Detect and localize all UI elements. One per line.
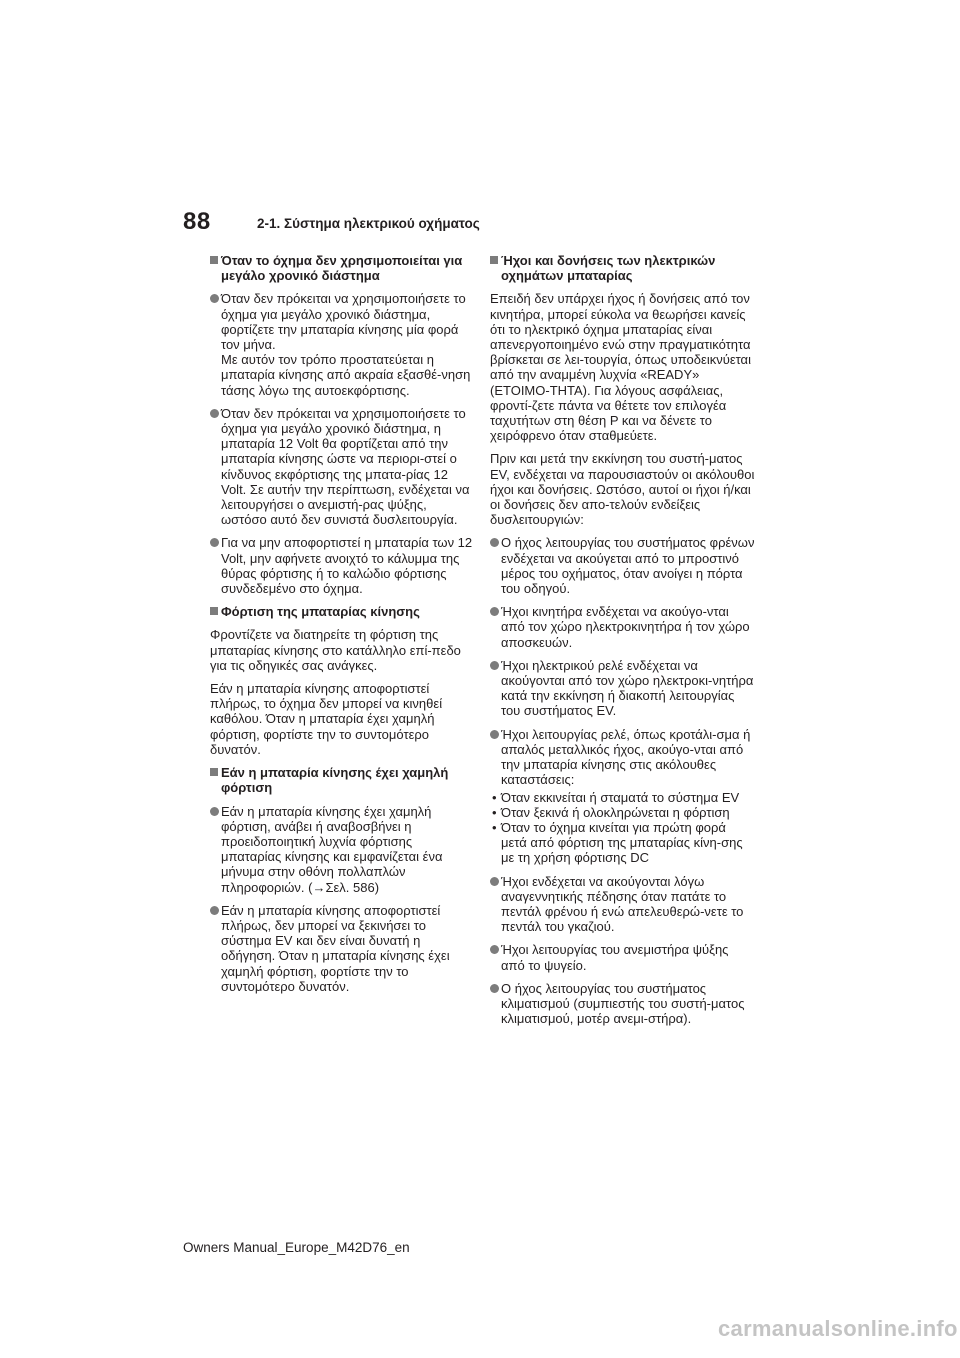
right-column <box>490 253 755 1034</box>
list-item <box>490 604 755 650</box>
heading-text: Ήχοι και δονήσεις των ηλεκτρικών οχημάτων μπαταρίας <box>501 253 716 284</box>
section-heading <box>210 765 475 795</box>
circle-bullet-icon <box>490 607 499 616</box>
section-heading <box>210 253 475 283</box>
item-text: Όταν δεν πρόκειται να χρησιμοποιήσετε το όχημα για μεγάλο χρονικό διάστημα, φορτίζετε την μπαταρία κίνησης μία φορά τον μήνα. <box>221 291 466 353</box>
paragraph: Φροντίζετε να διατηρείτε τη φόρτιση της μπαταρίας κίνησης στο κατάλληλο επί-πεδο για τις οδηγικές σας ανάγκες. <box>210 627 461 673</box>
item-text: Όταν δεν πρόκειται να χρησιμοποιήσετε το όχημα για μεγάλο χρονικό διάστημα, η μπαταρία 12 Volt θα φορτίζεται από την μπαταρία κίνησης ώστε να περιορι-στεί ο κίνδυνος εκφόρτισης της μπατα-ρίας 12 Volt. Σε αυτήν την περίπτωση, ενδέχεται να λειτουργήσει ο ανεμιστή-ρας ψύξης, ωστόσο αυτό δεν συνιστά δυσλειτουργία. <box>221 405 470 528</box>
circle-bullet-icon <box>210 807 219 816</box>
circle-bullet-icon <box>490 661 499 670</box>
item-text: Ήχοι ηλεκτρικού ρελέ ενδέχεται να ακούγονται από τον χώρο ηλεκτροκι-νητήρα κατά την εκκίνηση ή διακοπή λειτουργίας του συστήματος EV. <box>501 657 754 719</box>
circle-bullet-icon <box>210 294 219 303</box>
footer-manual-name: Owners Manual_Europe_M42D76_en <box>183 1240 410 1255</box>
sub-item-text: Όταν ξεκινά ή ολοκληρώνεται η φόρτιση <box>501 804 730 820</box>
item-text: Ήχοι κινητήρα ενδέχεται να ακούγο-νται από τον χώρο ηλεκτροκινητήρα ή τον χώρο αποσκευών. <box>501 604 750 650</box>
list-item <box>210 535 475 596</box>
sub-list <box>490 790 755 866</box>
item-text: Ο ήχος λειτουργίας του συστήματος κλιματισμού (συμπιεστής του συστή-ματος κλιματισμού, μοτέρ ανεμι-στήρα). <box>501 980 745 1027</box>
paragraph: Πριν και μετά την εκκίνηση του συστή-ματος EV, ενδέχεται να παρουσιαστούν οι ακόλουθοι ήχοι και δονήσεις. Ωστόσο, αυτοί οι ήχοι ή/και οι δονήσεις δεν απο-τελούν ενδείξεις δυσλειτουργιών: <box>490 451 755 528</box>
circle-bullet-icon <box>490 538 499 547</box>
item-text: Ήχοι λειτουργίας ρελέ, όπως κροτάλι-σμα ή απαλός μεταλλικός ήχος, ακούγο-νται από την μπαταρία κίνησης στις ακόλουθες καταστάσεις: <box>501 726 751 788</box>
item-note: Με αυτόν τον τρόπο προστατεύεται η μπαταρία κίνησης από ακραία εξασθέ-νηση τάσης λόγω της αυτοεκφόρτισης. <box>221 352 471 398</box>
paragraph: Επειδή δεν υπάρχει ήχος ή δονήσεις από τον κινητήρα, μπορεί εύκολα να θεωρήσει κανείς ότι το ηλεκτρικό όχημα μπαταρίας είναι απενεργοποιημένο ενώ στην πραγματικότητα βρίσκεται σε λει-τουργία, όπως υποδεικνύεται από την αναμμένη λυχνία «READY» (ΕΤΟΙΜΟ-ΤΗΤΑ). Για λόγους ασφάλειας, φροντί-ζετε πάντα να θέτετε τον επιλογέα ταχυτήτων στη θέση P και να δένετε το χειρόφρενο όταν σταθμεύετε. <box>490 291 751 444</box>
paragraph: Εάν η μπαταρία κίνησης αποφορτιστεί πλήρως, το όχημα δεν μπορεί να κινηθεί καθόλου. Όταν η μπαταρία έχει χαμηλή φόρτιση, φορτίστε την το συντομότερο δυνατόν. <box>210 681 443 757</box>
circle-bullet-icon <box>210 409 219 418</box>
dot-marker-icon: • <box>492 819 497 835</box>
circle-bullet-icon <box>490 877 499 886</box>
heading-text: Φόρτιση της μπαταρίας κίνησης <box>221 604 420 620</box>
item-text: Ο ήχος λειτουργίας του συστήματος φρένων ενδέχεται να ακούγεται από το μπροστινό μέρος του οχήματος, όταν ανοίγει η πόρτα του οδηγού. <box>501 535 755 597</box>
circle-bullet-icon <box>490 730 499 739</box>
list-item <box>210 406 475 528</box>
list-item <box>490 874 755 935</box>
heading-text: Εάν η μπαταρία κίνησης έχει χαμηλή φόρτιση <box>221 765 449 796</box>
circle-bullet-icon <box>490 945 499 954</box>
square-bullet-icon <box>210 607 218 615</box>
left-column <box>210 253 475 1002</box>
circle-bullet-icon <box>210 538 219 547</box>
page-number: 88 <box>183 208 211 235</box>
square-bullet-icon <box>210 256 218 264</box>
dot-marker-icon: • <box>492 804 497 820</box>
dot-marker-icon: • <box>492 789 497 805</box>
item-text: Για να μην αποφορτιστεί η μπαταρία των 12 Volt, μην αφήνετε ανοιχτό το κάλυμμα της θύρας φόρτισης ή το καλώδιο φόρτισης συνδεδεμένο στο όχημα. <box>221 535 473 597</box>
list-item <box>490 535 755 596</box>
list-item <box>210 804 475 895</box>
sub-item-text: Όταν εκκινείται ή σταματά το σύστημα EV <box>501 789 740 805</box>
heading-text: Όταν το όχημα δεν χρησιμοποιείται για μεγάλο χρονικό διάστημα <box>221 253 463 284</box>
sub-list-item <box>490 820 755 866</box>
circle-bullet-icon <box>210 906 219 915</box>
list-item <box>490 727 755 788</box>
list-item <box>490 981 755 1027</box>
item-text: Εάν η μπαταρία κίνησης αποφορτιστεί πλήρως, δεν μπορεί να ξεκινήσει το σύστημα EV και δεν είναι δυνατή η οδήγηση. Όταν η μπαταρία κίνησης έχει χαμηλή φόρτιση, φορτίστε την το συντομότερο δυνατόν. <box>221 902 450 994</box>
section-title: 2-1. Σύστημα ηλεκτρικού οχήματος <box>257 216 480 231</box>
list-item <box>490 942 755 972</box>
list-item <box>210 291 475 397</box>
section-heading <box>490 253 755 283</box>
item-text: Ήχοι λειτουργίας του ανεμιστήρα ψύξης από το ψυγείο. <box>501 942 729 973</box>
sub-item-text: Όταν το όχημα κινείται για πρώτη φορά μετά από φόρτιση της μπαταρίας κίνη-σης με τη χρήση φόρτισης DC <box>501 819 743 866</box>
square-bullet-icon <box>490 256 498 264</box>
watermark: carmanualsonline.info <box>718 1316 958 1341</box>
item-text: Εάν η μπαταρία κίνησης έχει χαμηλή φόρτιση, ανάβει ή αναβοσβήνει η προειδοποιητική λυχνία φόρτισης μπαταρίας κίνησης και εμφανίζεται ένα μήνυμα στην οθόνη πολλαπλών πληροφοριών. (→Σελ. 586) <box>221 803 443 895</box>
square-bullet-icon <box>210 768 218 776</box>
list-item <box>210 903 475 994</box>
sub-list-item <box>490 805 755 820</box>
circle-bullet-icon <box>490 984 499 993</box>
list-item <box>490 658 755 719</box>
item-text: Ήχοι ενδέχεται να ακούγονται λόγω αναγεννητικής πέδησης όταν πατάτε το πεντάλ φρένου ή ενώ απελευθερώ-νετε το πεντάλ του γκαζιού. <box>501 873 744 935</box>
section-heading <box>210 604 475 619</box>
sub-list-item <box>490 790 755 805</box>
